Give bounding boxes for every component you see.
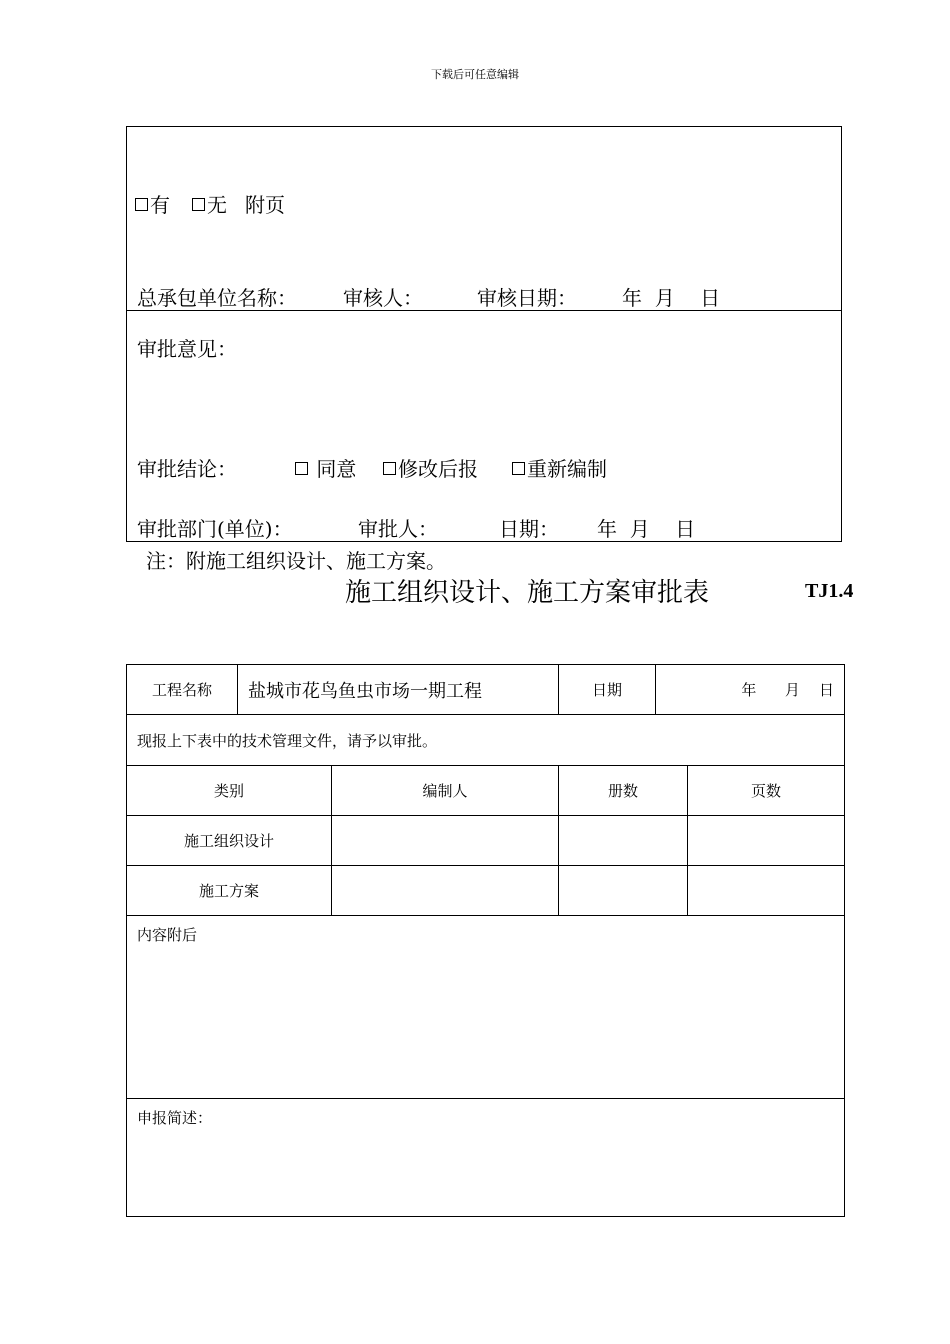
conclusion-redo[interactable]: 重新编制 [512, 453, 607, 482]
conclusion-label: 审批结论： [137, 457, 237, 481]
content-label: 内容附后 [137, 926, 198, 944]
header-author: 编制人 [332, 766, 559, 816]
category-cell: 施工方案 [127, 866, 332, 916]
date-label-cell: 日期 [559, 665, 656, 715]
author-cell[interactable] [332, 816, 559, 866]
content-cell[interactable] [127, 916, 845, 1099]
pages-cell[interactable] [688, 866, 845, 916]
checkbox-no[interactable]: 无 [192, 193, 227, 217]
checkbox-icon [512, 462, 525, 475]
form-code: TJ1.4 [805, 580, 854, 602]
request-text: 现报上下表中的技术管理文件，请予以审批。 [127, 715, 845, 766]
approver-label: 审批人： [358, 517, 438, 541]
table-row [127, 816, 845, 866]
checkbox-icon [192, 198, 205, 211]
conclusion-agree[interactable]: 同意 [295, 453, 356, 482]
checkbox-icon [295, 462, 308, 475]
conclusion-revise[interactable]: 修改后报 [383, 453, 478, 482]
attachment-options [135, 189, 285, 218]
summary-cell[interactable] [127, 1099, 845, 1217]
review-date-label: 审核日期： [477, 286, 577, 310]
header-pages: 页数 [688, 766, 845, 816]
review-box [126, 126, 842, 542]
dept-label: 审批部门(单位)： [137, 517, 293, 541]
attachment-label: 附页 [245, 193, 285, 217]
reviewer-label: 审核人： [343, 286, 423, 310]
checkbox-icon [135, 198, 148, 211]
checkbox-yes[interactable]: 有 [135, 193, 170, 217]
author-cell[interactable] [332, 866, 559, 916]
project-row [127, 665, 845, 715]
pages-cell[interactable] [688, 816, 845, 866]
contractor-label: 总承包单位名称： [137, 286, 297, 310]
approval-form-table [126, 664, 845, 1217]
summary-label: 申报简述： [137, 1109, 213, 1127]
volumes-cell[interactable] [559, 816, 688, 866]
volumes-cell[interactable] [559, 866, 688, 916]
divider [127, 310, 841, 311]
review-date-value: 年 月 日 [622, 286, 721, 310]
header-volumes: 册数 [559, 766, 688, 816]
date-label: 日期： [499, 517, 559, 541]
page-title: 施工组织设计、施工方案审批表 [345, 578, 710, 608]
date-value: 年 月 日 [597, 517, 696, 541]
date-value-cell[interactable]: 年 月 日 [656, 665, 845, 715]
category-cell: 施工组织设计 [127, 816, 332, 866]
header-category: 类别 [127, 766, 332, 816]
table-row [127, 866, 845, 916]
project-name-value[interactable]: 盐城市花鸟鱼虫市场一期工程 [238, 665, 559, 715]
checkbox-icon [383, 462, 396, 475]
header-note: 下载后可任意编辑 [431, 68, 519, 81]
note: 注：附施工组织设计、施工方案。 [146, 549, 446, 573]
project-name-label: 工程名称 [127, 665, 238, 715]
approval-opinion-label: 审批意见： [137, 337, 237, 361]
header-row [127, 766, 845, 816]
